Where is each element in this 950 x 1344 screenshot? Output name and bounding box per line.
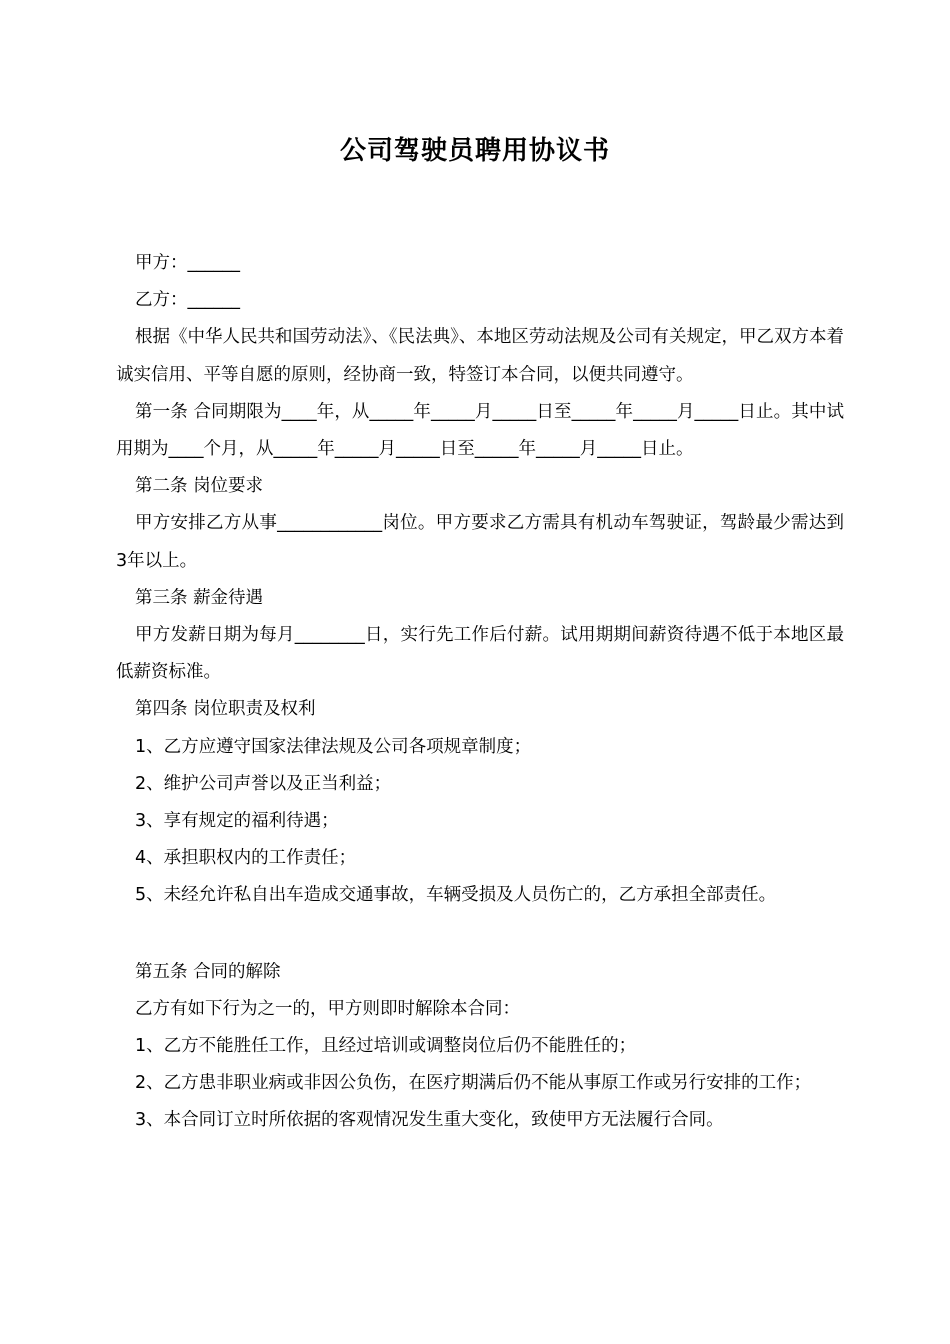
article-1-paragraph: 第一条 合同期限为____年，从_____年_____月_____日至_____年_____月_____日止。其中试用期为____个月，从_____年_____月_____日至_____年_____月_____日止。	[116, 401, 844, 460]
party-b-line: 乙方：______	[135, 290, 240, 311]
article-5-item-1: 1、乙方不能胜任工作，且经过培训或调整岗位后仍不能胜任的；	[135, 1036, 637, 1057]
article-5-item-3: 3、本合同订立时所依据的客观情况发生重大变化，致使甲方无法履行合同。	[135, 1110, 724, 1131]
article-4-item-2: 2、维护公司声誉以及正当利益；	[135, 773, 392, 794]
paragraph-spacer	[116, 915, 844, 954]
article-5-intro: 乙方有如下行为之一的，甲方则即时解除本合同：	[135, 998, 520, 1019]
article-2-heading: 第二条 岗位要求	[135, 476, 264, 497]
article-4-item-5: 5、未经允许私自出车造成交通事故，车辆受损及人员伤亡的，乙方承担全部责任。	[135, 885, 777, 906]
article-2-paragraph: 甲方安排乙方从事____________岗位。甲方要求乙方需具有机动车驾驶证，驾龄最少需达到3年以上。	[116, 513, 844, 571]
article-4-item-4: 4、承担职权内的工作责任；	[135, 848, 357, 869]
preamble-paragraph: 根据《中华人民共和国劳动法》、《民法典》、本地区劳动法规及公司有关规定，甲乙双方本着诚实信用、平等自愿的原则，经协商一致，特签订本合同，以便共同遵守。	[116, 327, 844, 385]
party-a-line: 甲方：______	[135, 253, 240, 273]
article-3-heading: 第三条 薪金待遇	[135, 587, 264, 608]
article-4-item-3: 3、享有规定的福利待遇；	[135, 811, 339, 832]
article-5-item-2: 2、乙方患非职业病或非因公负伤，在医疗期满后仍不能从事原工作或另行安排的工作；	[135, 1073, 812, 1094]
article-3-paragraph: 甲方发薪日期为每月________日，实行先工作后付薪。试用期期间薪资待遇不低于本地区最低薪资标准。	[116, 625, 844, 683]
document-body	[116, 245, 844, 1140]
article-5-heading: 第五条 合同的解除	[135, 961, 281, 982]
article-4-heading: 第四条 岗位职责及权利	[135, 699, 316, 720]
article-4-item-1: 1、乙方应遵守国家法律法规及公司各项规章制度；	[135, 736, 532, 757]
document-title: 公司驾驶员聘用协议书	[339, 136, 610, 166]
